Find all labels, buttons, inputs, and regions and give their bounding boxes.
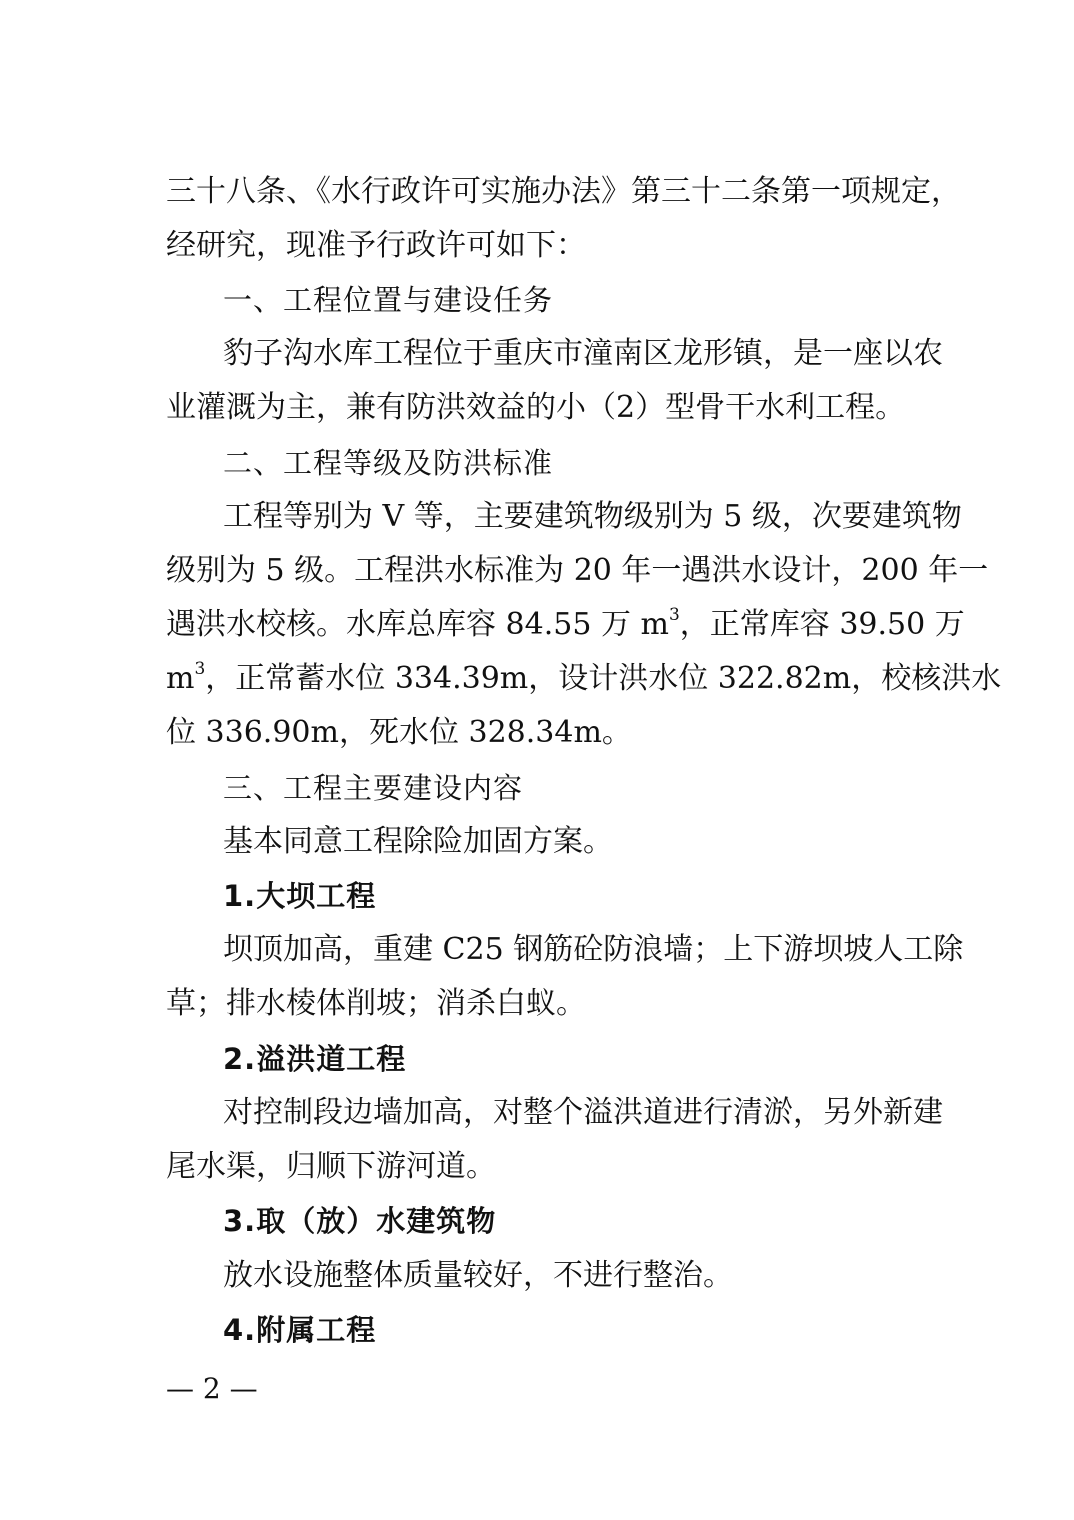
paragraph-line: 经研究，现准予行政许可如下：: [166, 228, 586, 263]
paragraph-line: [166, 659, 1001, 699]
paragraph-line: 工程等别为 V 等，主要建筑物级别为 5 级，次要建筑物: [223, 499, 962, 534]
page-number: — 2 —: [166, 1372, 258, 1405]
line-text: m: [166, 661, 195, 696]
subsection-heading: 3.取（放）水建筑物: [223, 1204, 497, 1238]
subsection-heading: 2.溢洪道工程: [223, 1042, 407, 1076]
superscript: 3: [194, 659, 206, 679]
superscript: 3: [668, 605, 680, 625]
subsection-heading: 4.附属工程: [223, 1313, 377, 1347]
section-heading: 一、工程位置与建设任务: [223, 283, 554, 317]
line-text: ，正常库容 39.50 万: [679, 607, 965, 642]
paragraph-line: 草；排水棱体削坡；消杀白蚁。: [166, 986, 586, 1021]
paragraph-line: 业灌溉为主，兼有防洪效益的小（2）型骨干水利工程。: [166, 390, 906, 425]
paragraph-line: 对控制段边墙加高，对整个溢洪道进行清淤，另外新建: [223, 1095, 943, 1130]
section-heading: 二、工程等级及防洪标准: [223, 446, 554, 480]
subsection-heading: 1.大坝工程: [223, 879, 377, 913]
paragraph-line: 级别为 5 级。工程洪水标准为 20 年一遇洪水设计，200 年一: [166, 553, 989, 588]
paragraph-line: 尾水渠，归顺下游河道。: [166, 1149, 496, 1184]
paragraph-line: 豹子沟水库工程位于重庆市潼南区龙形镇，是一座以农: [223, 336, 943, 371]
paragraph-line: 放水设施整体质量较好，不进行整治。: [223, 1258, 733, 1293]
section-heading: 三、工程主要建设内容: [223, 771, 524, 805]
line-text: ，正常蓄水位 334.39m，设计洪水位 322.82m，校核洪水: [205, 661, 1002, 696]
paragraph-line: 基本同意工程除险加固方案。: [223, 824, 613, 859]
line-text: 遇洪水校核。水库总库容 84.55 万 m: [166, 607, 669, 642]
paragraph-line: 坝顶加高，重建 C25 钢筋砼防浪墙；上下游坝坡人工除: [223, 932, 964, 967]
paragraph-line: 位 336.90m，死水位 328.34m。: [166, 715, 632, 750]
paragraph-line: [166, 605, 965, 645]
paragraph-line: 三十八条、《水行政许可实施办法》第三十二条第一项规定，: [166, 174, 961, 209]
